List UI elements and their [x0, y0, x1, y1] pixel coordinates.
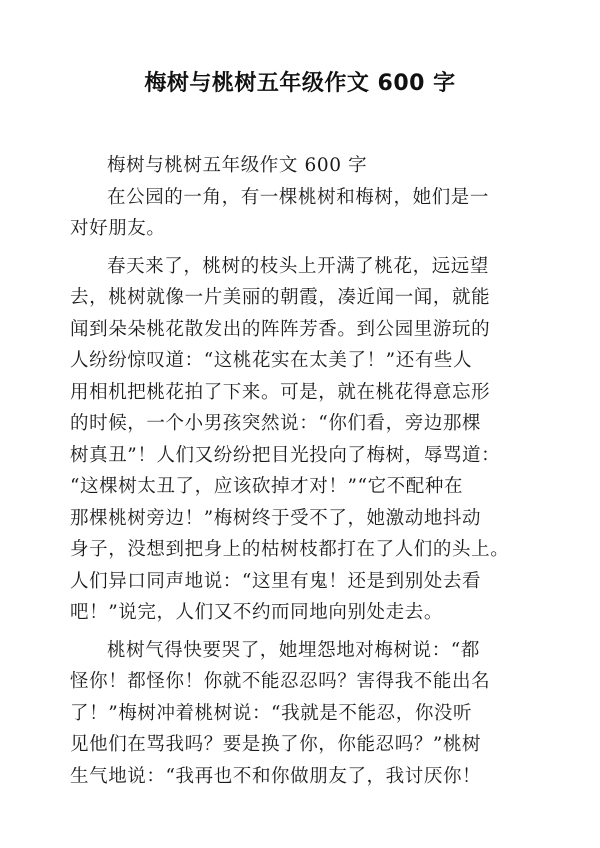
body-line: 桃树气得快要哭了，她埋怨地对梅树说：“都 [107, 639, 480, 661]
body-line: 的时候，一个小男孩突然说：“你们看，旁边那棵 [70, 413, 482, 434]
body-line: 怪你！都怪你！你就不能忍忍吗？害得我不能出名 [70, 671, 491, 692]
body-line: 在公园的一角，有一棵桃树和梅树，她们是一 [107, 186, 490, 208]
body-line: 人们异口同声地说：“这里有鬼！还是到别处去看 [70, 570, 482, 592]
body-line: 梅树与桃树五年级作文 600 字 [107, 155, 368, 176]
document-body [70, 150, 550, 792]
body-line: 生气地说：“我再也不和你做朋友了，我讨厌你！ [70, 765, 482, 787]
body-line: 见他们在骂我吗？要是换了你，你能忍吗？”桃树 [70, 734, 482, 755]
body-line: “这棵树太丑了，应该砍掉才对！”“它不配种在 [70, 476, 464, 497]
body-line: 闻到朵朵桃花散发出的阵阵芳香。到公园里游玩的 [70, 318, 491, 340]
body-line: 去，桃树就像一片美丽的朝霞，凑近闻一闻，就能 [70, 287, 491, 308]
body-line: 那棵桃树旁边！”梅树终于受不了，她激动地抖动 [70, 507, 482, 529]
body-line: 春天来了，桃树的枝头上开满了桃花，远远望 [107, 255, 490, 277]
body-line: 吧！”说完，人们又不约而同地向别处走去。 [70, 602, 443, 623]
body-line: 树真丑”！人们又纷纷把目光投向了梅树，辱骂道： [70, 444, 501, 466]
body-line: 对好朋友。 [70, 218, 166, 239]
body-line: 用相机把桃花拍了下来。可是，就在桃花得意忘形 [70, 381, 491, 403]
document-title: 梅树与桃树五年级作文 600 字 [144, 71, 456, 96]
body-line: 了！”梅树冲着桃树说：“我就是不能忍，你没听 [70, 702, 473, 724]
body-line: 人纷纷惊叹道：“这桃花实在太美了！”还有些人 [70, 350, 473, 371]
body-line: 身子，没想到把身上的枯树枝都打在了人们的头上。 [70, 539, 510, 560]
